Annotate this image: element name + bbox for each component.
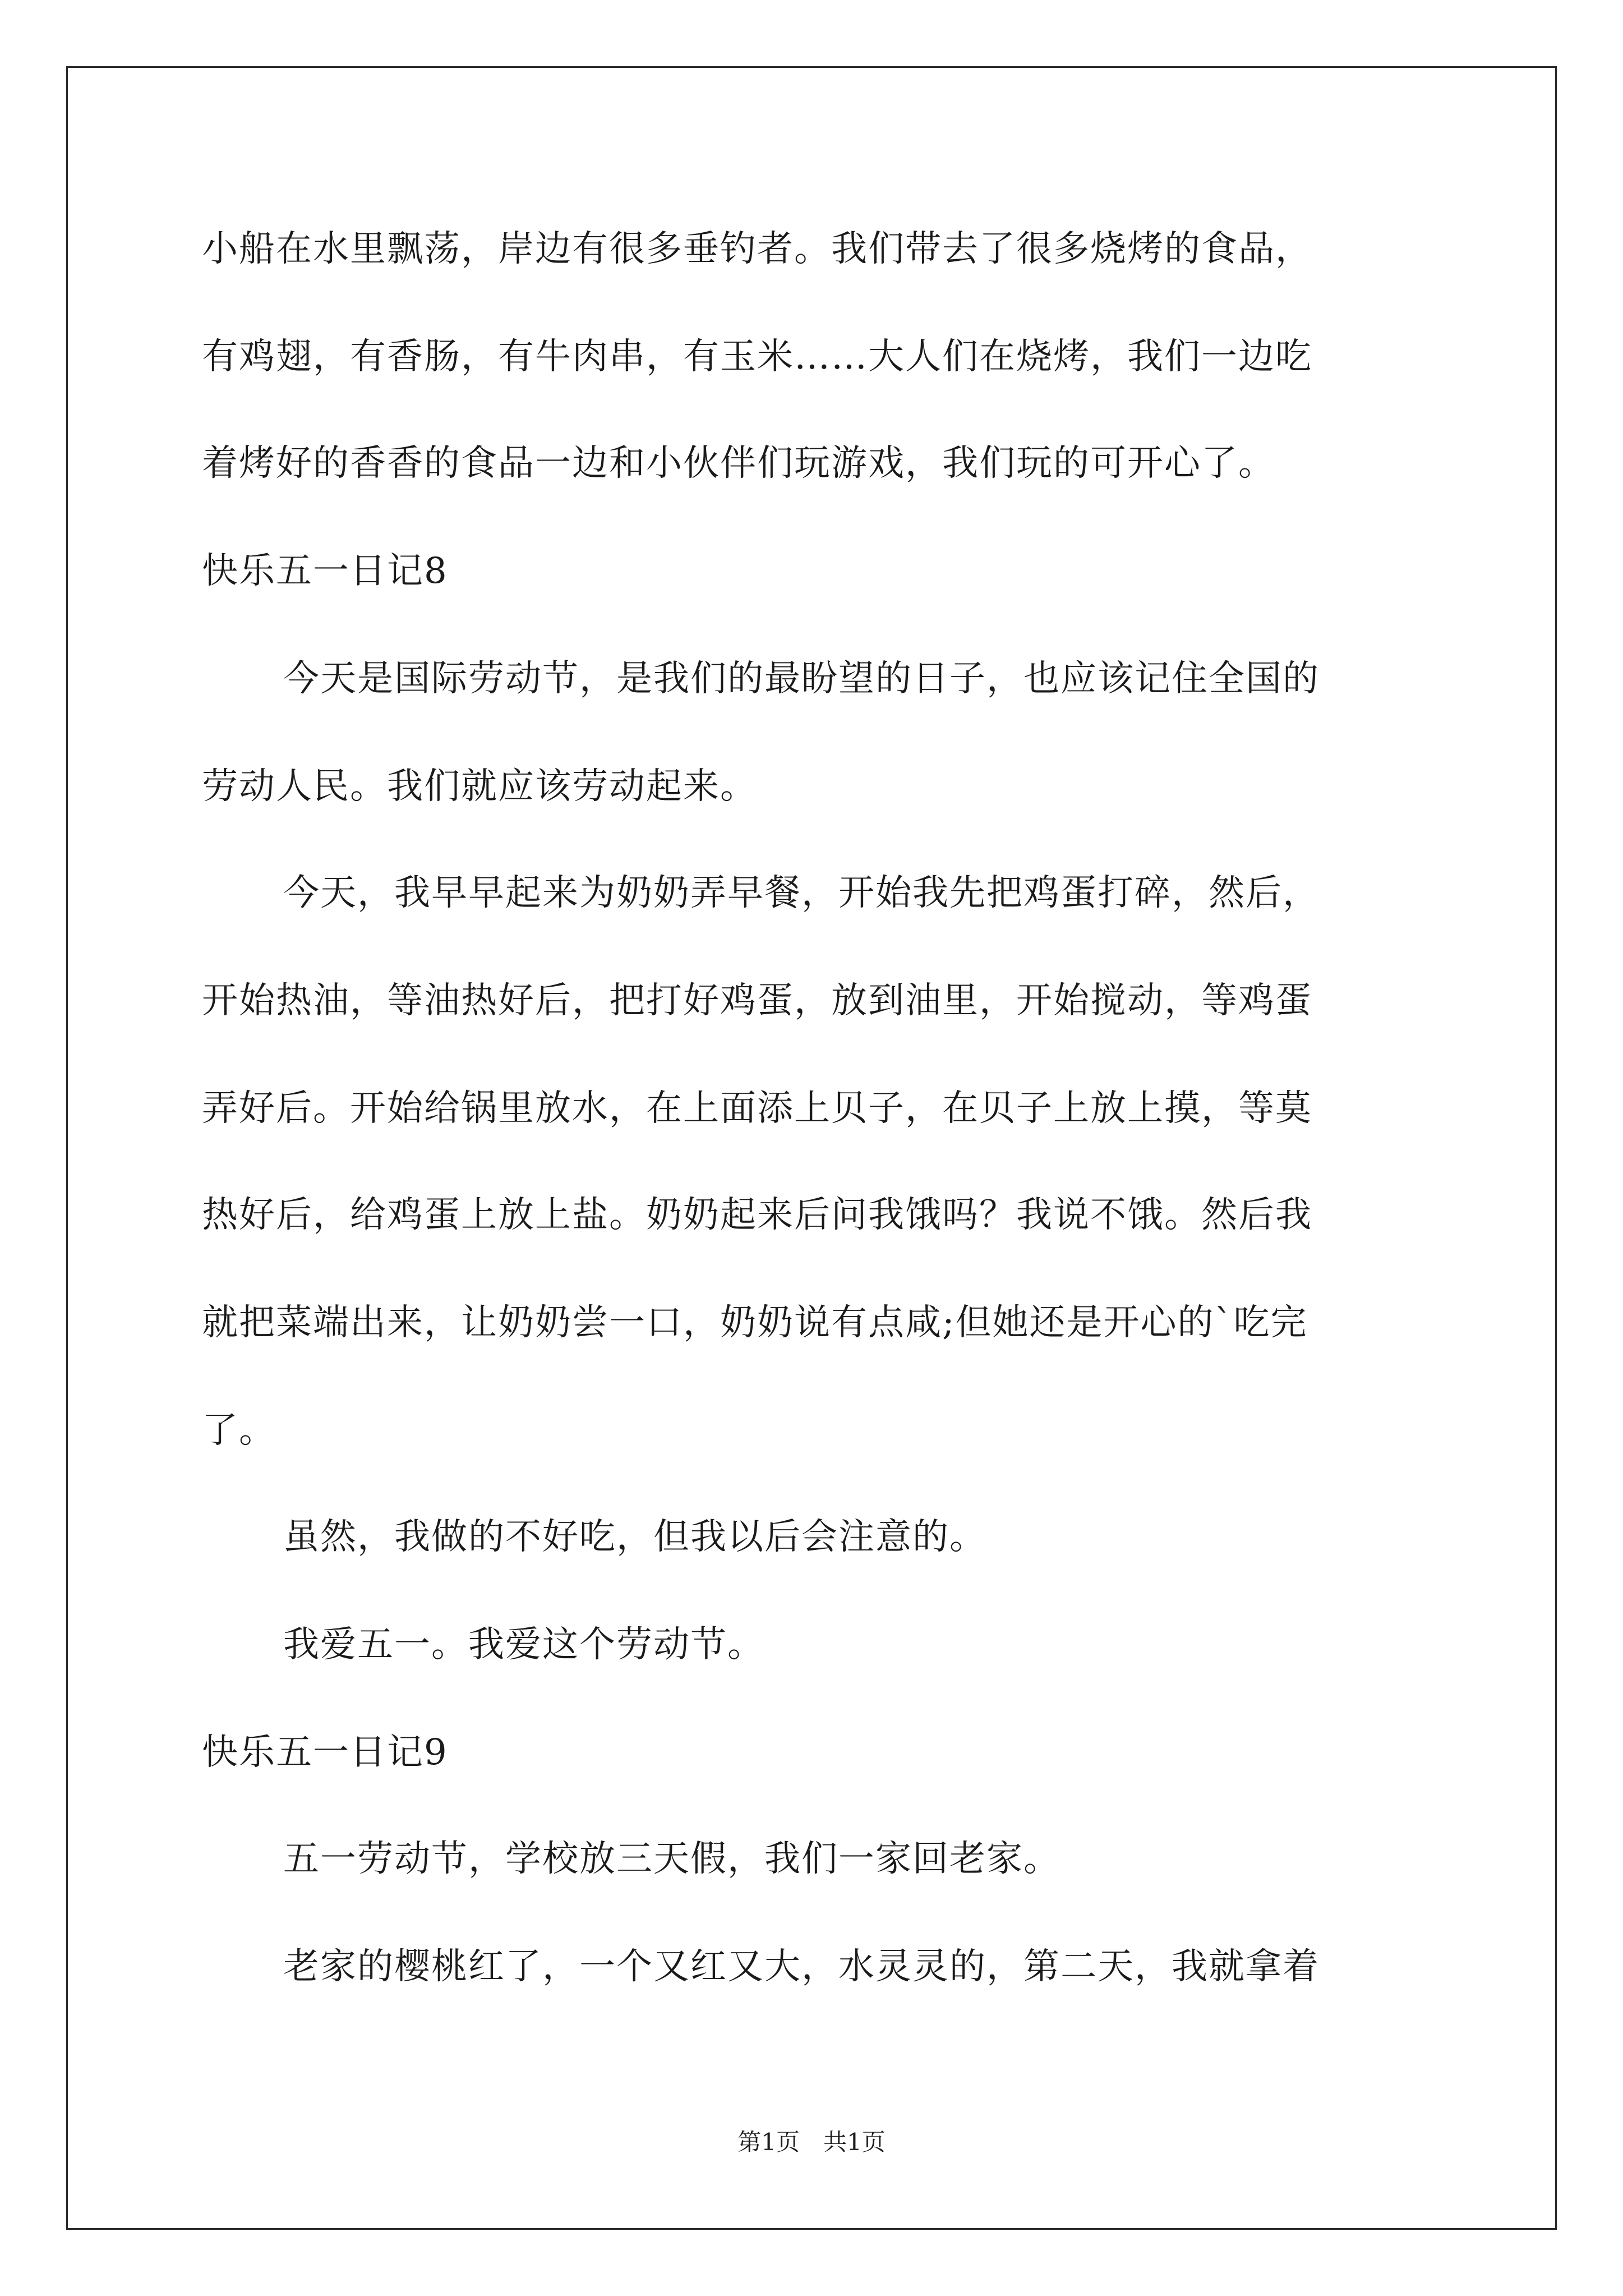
body-text-line: 着烤好的香香的食品一边和小伙伴们玩游戏，我们玩的可开心了。 (202, 443, 1275, 484)
paragraph-first-line: 今天，我早早起来为奶奶弄早餐，开始我先把鸡蛋打碎，然后， (283, 872, 1320, 914)
paragraph-first-line: 我爱五一。我爱这个劳动节。 (283, 1624, 764, 1665)
body-text-line: 小船在水里飘荡，岸边有很多垂钓者。我们带去了很多烧烤的食品， (202, 228, 1312, 270)
paragraph-first-line: 今天是国际劳动节，是我们的最盼望的日子，也应该记住全国的 (283, 658, 1320, 700)
paragraph-first-line: 五一劳动节，学校放三天假，我们一家回老家。 (283, 1838, 1061, 1880)
body-text-line: 热好后，给鸡蛋上放上盐。奶奶起来后问我饿吗？我说不饿。然后我 (202, 1194, 1312, 1236)
body-text-line: 开始热油，等油热好后，把打好鸡蛋，放到油里，开始搅动，等鸡蛋 (202, 980, 1312, 1022)
page-footer: 第1页 共1页 (737, 2128, 886, 2156)
section-heading: 快乐五一日记9 (202, 1732, 448, 1773)
body-text-line: 劳动人民。我们就应该劳动起来。 (202, 766, 757, 807)
body-text-line: 了。 (202, 1410, 276, 1451)
body-text-line: 有鸡翅，有香肠，有牛肉串，有玉米……大人们在烧烤，我们一边吃 (202, 336, 1312, 378)
body-text-line: 就把菜端出来，让奶奶尝一口，奶奶说有点咸;但她还是开心的`吃完 (202, 1302, 1308, 1343)
section-heading: 快乐五一日记8 (202, 550, 448, 592)
paragraph-first-line: 老家的樱桃红了，一个又红又大，水灵灵的，第二天，我就拿着 (283, 1946, 1320, 1987)
page-border (66, 66, 1557, 2230)
body-text-line: 弄好后。开始给锅里放水，在上面添上贝子，在贝子上放上摸，等莫 (202, 1088, 1312, 1129)
paragraph-first-line: 虽然，我做的不好吃，但我以后会注意的。 (283, 1516, 986, 1558)
